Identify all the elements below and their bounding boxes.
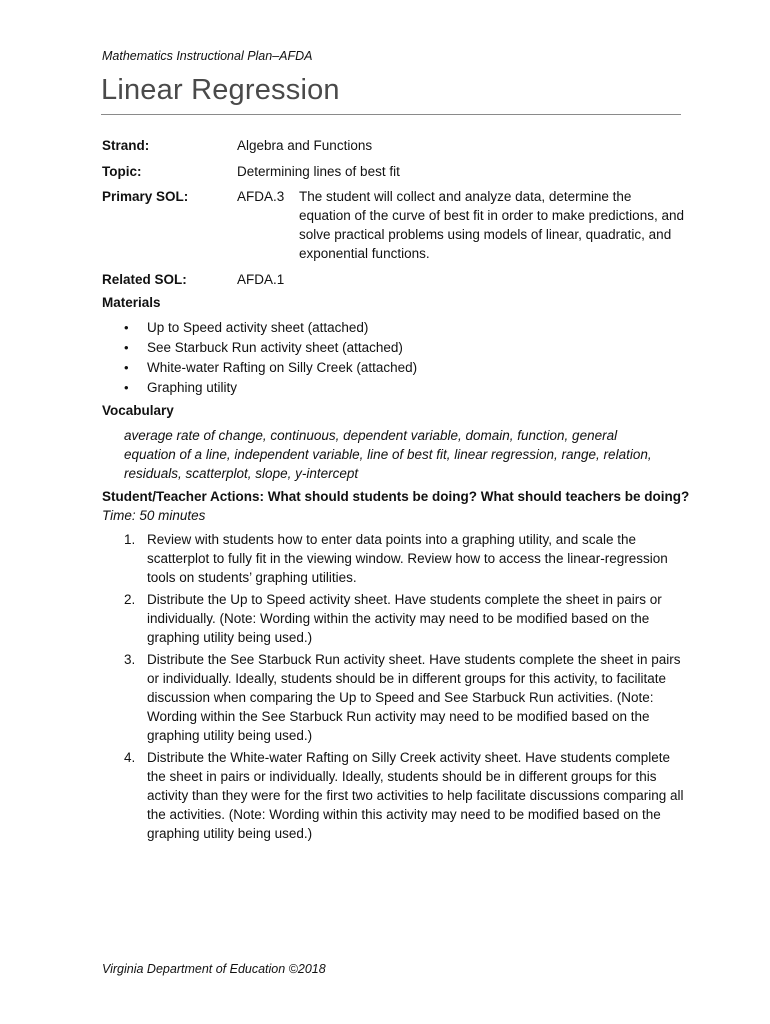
step-text: Distribute the White-water Rafting on Silly Creek activity sheet. Have students complete the sheet in pairs or individually. Ideally, students should be in different groups for this activity than they were for the first two activities to help facilitate discussions comparing all the activities. (Note: Wording within this activity may need to be modified based on the graphing utility being used.) — [147, 750, 684, 841]
materials-list — [122, 318, 417, 398]
strand-value: Algebra and Functions — [237, 138, 373, 153]
list-item: • Up to Speed activity sheet (attached) — [122, 318, 417, 338]
step-item — [124, 530, 684, 587]
step-number: 2. — [124, 592, 136, 607]
related-sol-label: Related SOL: — [102, 272, 187, 287]
step-number: 4. — [124, 750, 136, 765]
step-item — [124, 650, 684, 745]
strand-label: Strand: — [102, 138, 150, 153]
step-text: Review with students how to enter data points into a graphing utility, and scale the scatterplot to fully fit in the viewing window. Review how to access the linear-regression tools on students’ graphing utilities. — [147, 532, 668, 585]
topic-label: Topic: — [102, 164, 142, 179]
topic-value: Determining lines of best fit — [237, 164, 400, 179]
primary-sol-code: AFDA.3 — [237, 189, 285, 204]
title-divider — [101, 114, 681, 115]
list-item: • Graphing utility — [122, 378, 417, 398]
step-item — [124, 748, 684, 843]
materials-heading: Materials — [102, 295, 161, 310]
actions-heading: Student/Teacher Actions: What should students be doing? What should teachers be doing? — [102, 489, 690, 504]
step-number: 1. — [124, 532, 136, 547]
primary-sol-label: Primary SOL: — [102, 189, 189, 204]
list-item: • White-water Rafting on Silly Creek (attached) — [122, 358, 417, 378]
vocabulary-heading: Vocabulary — [102, 403, 174, 418]
page-footer: Virginia Department of Education ©2018 — [102, 962, 326, 976]
step-text: Distribute the Up to Speed activity sheet. Have students complete the sheet in pairs or individually. (Note: Wording within the activity may need to be modified based on the graphing utility being used.) — [147, 592, 662, 645]
step-text: Distribute the See Starbuck Run activity sheet. Have students complete the sheet in pairs or individually. Ideally, students should be in different groups for this activity, to facilitate discussion when comparing the Up to Speed and See Starbuck Run activities. (Note: Wording within the See Starbuck Run activity may need to be modified based on the graphing utility being used.) — [147, 652, 681, 743]
related-sol-value: AFDA.1 — [237, 272, 285, 287]
actions-steps — [124, 530, 684, 846]
running-header: Mathematics Instructional Plan–AFDA — [102, 49, 313, 63]
time-allotment: Time: 50 minutes — [102, 508, 206, 523]
page-title: Linear Regression — [101, 74, 340, 106]
list-item: • See Starbuck Run activity sheet (attached) — [122, 338, 417, 358]
primary-sol-text: The student will collect and analyze data, determine the equation of the curve of best fit in order to make predictions, and solve practical problems using models of linear, quadratic, and exponential functions. — [299, 189, 684, 261]
vocabulary-text: average rate of change, continuous, dependent variable, domain, function, general equation of a line, independent variable, line of best fit, linear regression, range, relation, residuals, scatterplot, slope, y-intercept — [124, 428, 652, 481]
step-item — [124, 590, 684, 647]
step-number: 3. — [124, 652, 136, 667]
